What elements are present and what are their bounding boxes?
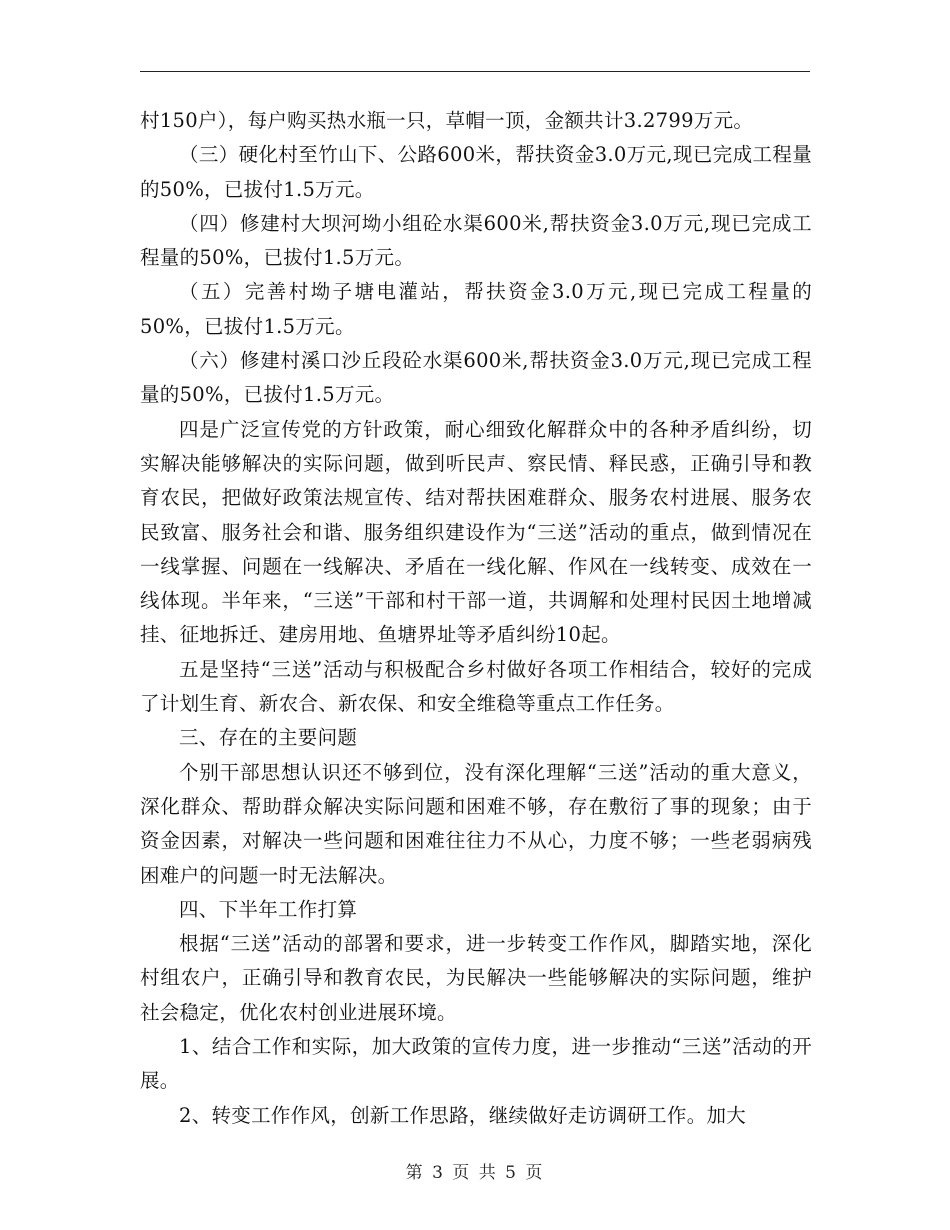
paragraph: 村150户），每户购买热水瓶一只，草帽一顶，金额共计3.2799万元。 [140,109,754,132]
header-rule [140,71,810,72]
paragraph: （六）修建村溪口沙丘段砼水渠600米,帮扶资金3.0万元,现已完成工程量的50%，已拔付1.5万元。 [140,349,812,407]
section-heading: 四、下半年工作打算 [179,897,358,921]
paragraph: （三）硬化村至竹山下、公路600米，帮扶资金3.0万元,现已完成工程量的50%，已拔付1.5万元。 [140,143,812,201]
section-heading: 三、存在的主要问题 [179,726,358,750]
paragraph: 五是坚持“三送”活动与积极配合乡村做好各项工作相结合，较好的完成了计划生育、新农合、新农保、和安全维稳等重点工作任务。 [140,657,812,716]
paragraph: （四）修建村大坝河坳小组砼水渠600米,帮扶资金3.0万元,现已完成工程量的50%，已拔付1.5万元。 [140,211,812,270]
paragraph: 个别干部思想认识还不够到位，没有深化理解“三送”活动的重大意义，深化群众、帮助群众解决实际问题和困难不够，存在敷衍了事的现象；由于资金因素，对解决一些问题和困难往往力不从心，力度不够；一些老弱病残困难户的问题一时无法解决。 [140,760,812,887]
paragraph: （五）完善村坳子塘电灌站，帮扶资金3.0万元,现已完成工程量的50%，已拔付1.5万元。 [140,280,812,338]
paragraph: 根据“三送”活动的部署和要求，进一步转变工作作风，脚踏实地，深化村组农户，正确引导和教育农民，为民解决一些能够解决的实际问题，维护社会稳定，优化农村创业进展环境。 [140,932,812,1024]
document-body [140,104,812,1133]
paragraph: 1、结合工作和实际，加大政策的宣传力度，进一步推动“三送”活动的开展。 [140,1035,812,1093]
page-number-footer: 第 3 页 共 5 页 [405,1163,545,1183]
paragraph: 2、转变工作作风，创新工作思路，继续做好走访调研工作。加大 [179,1103,747,1127]
paragraph: 四是广泛宣传党的方针政策，耐心细致化解群众中的各种矛盾纠纷，切实解决能够解决的实际问题，做到听民声、察民情、释民惑，正确引导和教育农民，把做好政策法规宣传、结对帮扶困难群众、服务农村进展、服务农民致富、服务社会和谐、服务组织建设作为“三送”活动的重点，做到情况在一线掌握、问题在一线解决、矛盾在一线化解、作风在一线转变、成效在一线体现。半年来，“三送”干部和村干部一道，共调解和处理村民因土地增减挂、征地拆迁、建房用地、鱼塘界址等矛盾纠纷10起。 [140,417,812,647]
